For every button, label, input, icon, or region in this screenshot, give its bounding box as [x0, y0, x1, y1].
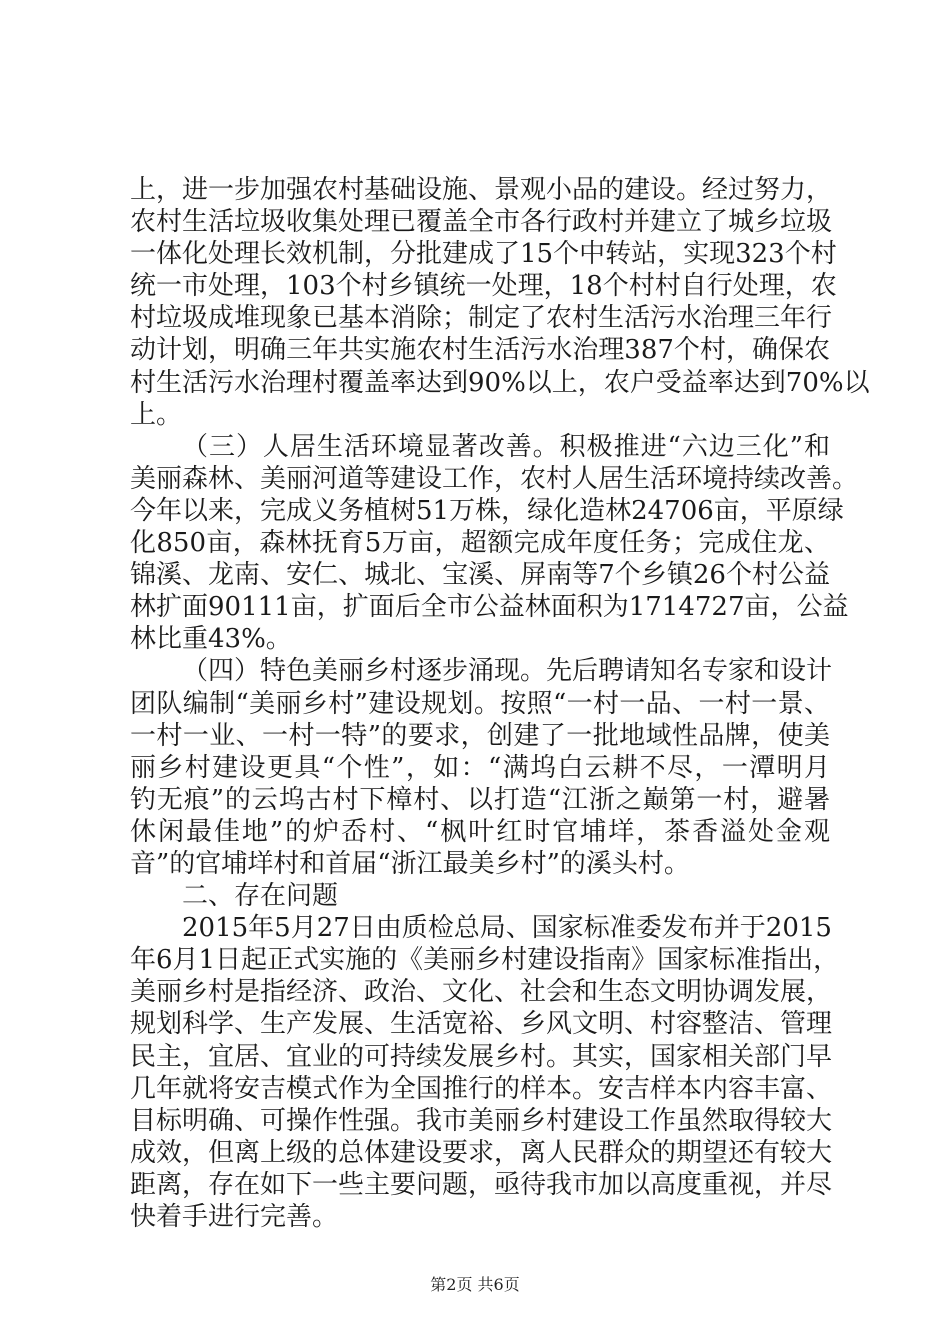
text-line: 一村一业、一村一特”的要求，创建了一批地域性品牌，使美 — [130, 720, 830, 751]
text-line: 村生活污水治理村覆盖率达到90%以上，农户受益率达到70%以 — [130, 367, 870, 398]
page-footer: 第2页 共6页 — [430, 1275, 520, 1294]
text-line: 化850亩，森林抚育5万亩，超额完成年度任务；完成住龙、 — [130, 528, 830, 559]
text-line: 目标明确、可操作性强。我市美丽乡村建设工作虽然取得较大 — [130, 1105, 833, 1136]
text-line: 团队编制“美丽乡村”建设规划。按照“一村一品、一村一景、 — [130, 688, 830, 719]
text-line: 农村生活垃圾收集处理已覆盖全市各行政村并建立了城乡垃圾 — [130, 207, 833, 238]
text-line: （三）人居生活环境显著改善。积极推进“六边三化”和 — [182, 431, 830, 462]
text-line: 休闲最佳地”的炉岙村、“枫叶红时官埔垟，茶香溢处金观 — [130, 816, 830, 847]
body-text — [130, 174, 870, 1233]
text-line: （四）特色美丽乡村逐步涌现。先后聘请知名专家和设计 — [182, 656, 833, 687]
text-line: 村垃圾成堆现象已基本消除；制定了农村生活污水治理三年行 — [130, 303, 833, 334]
text-line: 美丽乡村是指经济、政治、文化、社会和生态文明协调发展， — [130, 977, 833, 1008]
text-line: 距离，存在如下一些主要问题，亟待我市加以高度重视，并尽 — [130, 1169, 833, 1200]
text-line: 二、存在问题 — [182, 881, 339, 912]
text-line: 音”的官埔垟村和首届“浙江最美乡村”的溪头村。 — [130, 848, 690, 879]
text-line: 几年就将安吉模式作为全国推行的样本。安吉样本内容丰富、 — [130, 1073, 833, 1104]
text-line: 今年以来，完成义务植树51万株，绿化造林24706亩，平原绿 — [130, 495, 844, 526]
text-line: 上。 — [130, 399, 183, 430]
text-line: 丽乡村建设更具“个性”，如：“满坞白云耕不尽，一潭明月 — [130, 752, 830, 783]
text-line: 美丽森林、美丽河道等建设工作，农村人居生活环境持续改善。 — [130, 463, 859, 494]
text-line: 锦溪、龙南、安仁、城北、宝溪、屏南等7个乡镇26个村公益 — [130, 560, 830, 591]
text-line: 上，进一步加强农村基础设施、景观小品的建设。经过努力， — [130, 175, 833, 205]
text-line: 动计划，明确三年共实施农村生活污水治理387个村，确保农 — [130, 335, 830, 366]
text-line: 一体化处理长效机制，分批建成了15个中转站，实现323个村 — [130, 239, 837, 270]
text-line: 钓无痕”的云坞古村下樟村、以打造“江浙之巅第一村，避暑 — [130, 784, 830, 815]
text-line: 统一市处理，103个村乡镇统一处理，18个村村自行处理，农 — [130, 271, 837, 302]
text-line: 民主，宜居、宜业的可持续发展乡村。其实，国家相关部门早 — [130, 1041, 833, 1072]
text-line: 规划科学、生产发展、生活宽裕、乡风文明、村容整洁、管理 — [130, 1009, 833, 1040]
text-line: 林比重43%。 — [130, 624, 292, 655]
text-line: 林扩面90111亩，扩面后全市公益林面积为1714727亩，公益 — [130, 592, 849, 623]
text-line: 2015年5月27日由质检总局、国家标准委发布并于2015 — [182, 913, 832, 944]
text-line: 快着手进行完善。 — [130, 1202, 339, 1232]
text-line: 年6月1日起正式实施的《美丽乡村建设指南》国家标准指出， — [130, 945, 840, 976]
text-line: 成效，但离上级的总体建设要求，离人民群众的期望还有较大 — [130, 1137, 833, 1168]
